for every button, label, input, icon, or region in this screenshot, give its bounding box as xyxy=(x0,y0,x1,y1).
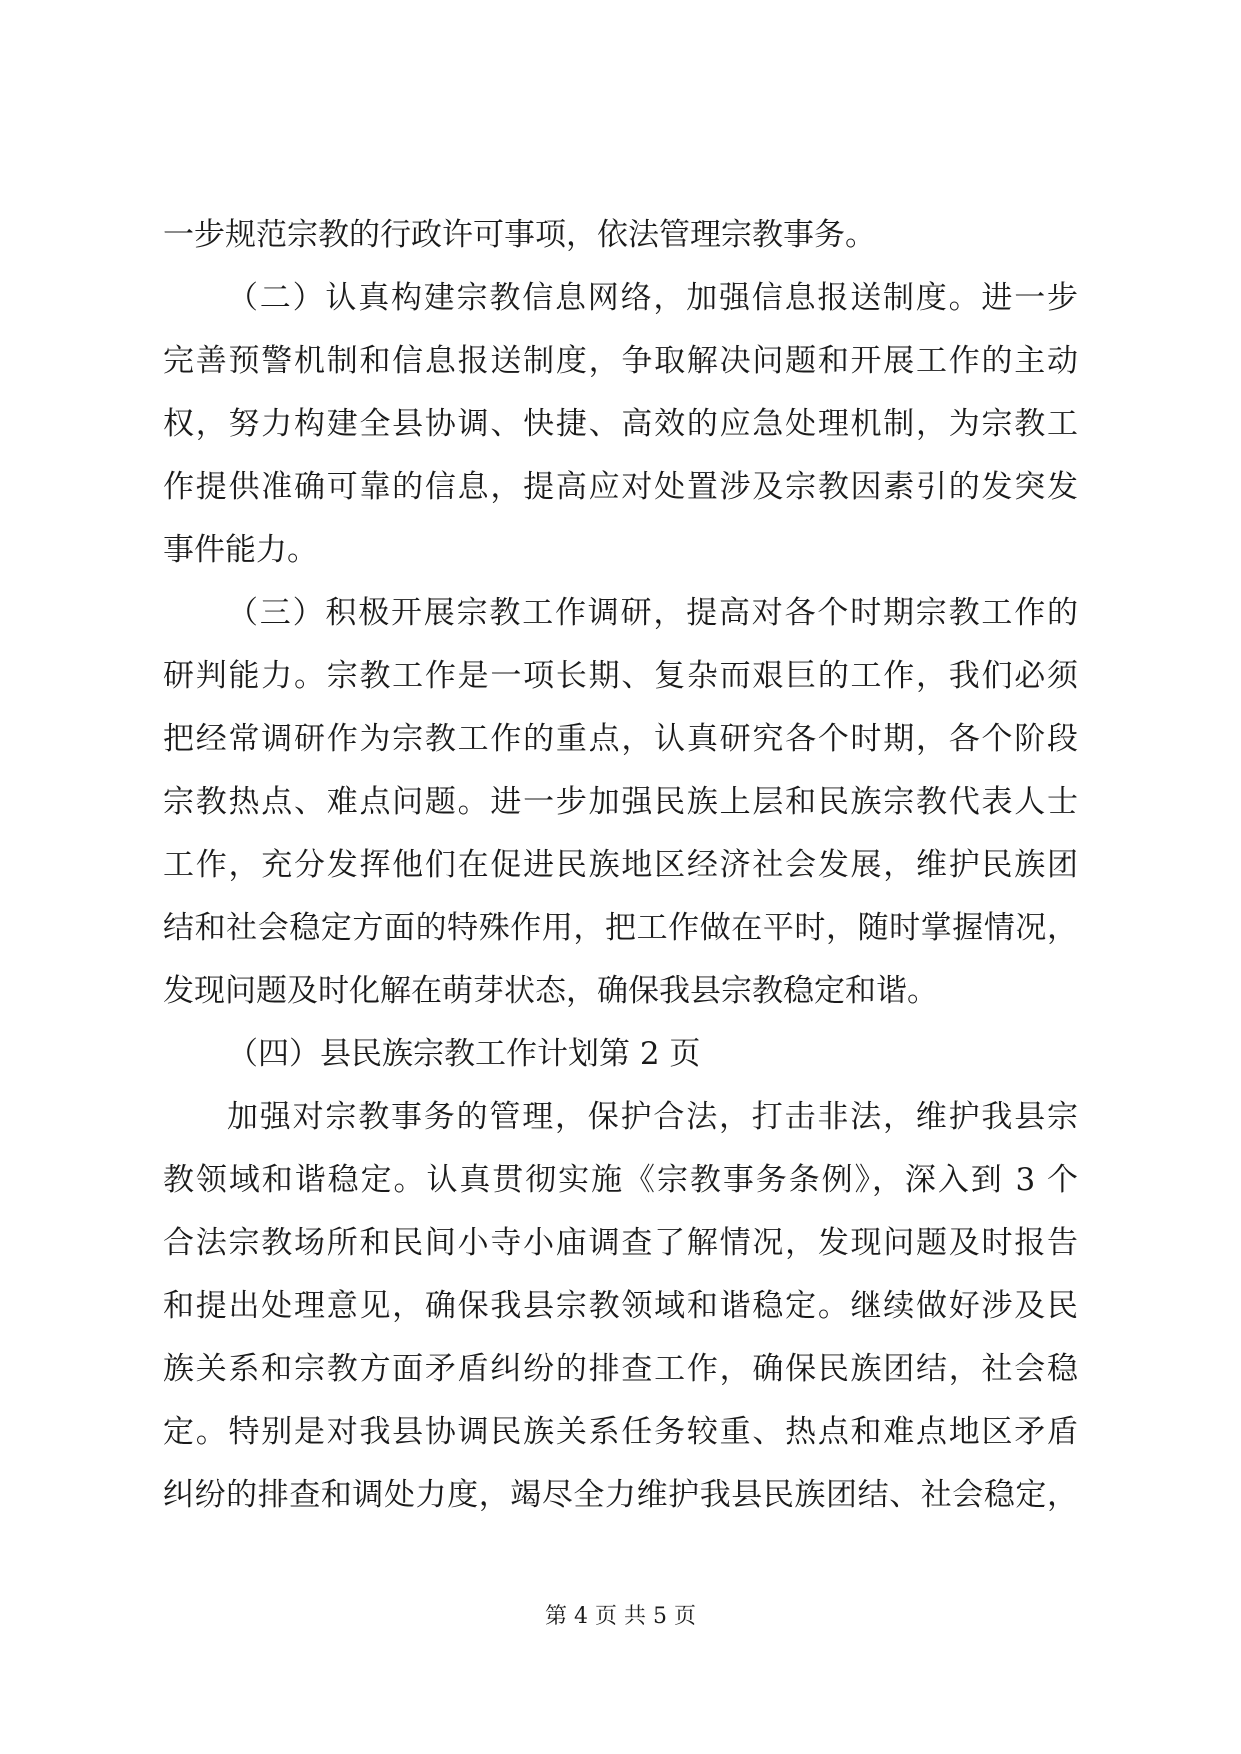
document-body xyxy=(163,204,1078,1527)
text-line: 族关系和宗教方面矛盾纠纷的排查工作，确保民族团结，社会稳 xyxy=(163,1351,1078,1387)
text-line: 把经常调研作为宗教工作的重点，认真研究各个时期，各个阶段 xyxy=(163,721,1078,757)
text-line: 工作，充分发挥他们在促进民族地区经济社会发展，维护民族团 xyxy=(163,847,1078,883)
text-line: （三）积极开展宗教工作调研，提高对各个时期宗教工作的 xyxy=(227,595,1078,631)
text-line: 加强对宗教事务的管理，保护合法，打击非法，维护我县宗 xyxy=(227,1099,1078,1135)
text-line: 结和社会稳定方面的特殊作用，把工作做在平时，随时掌握情况， xyxy=(163,910,1078,946)
text-line: 作提供准确可靠的信息，提高应对处置涉及宗教因素引的发突发 xyxy=(163,469,1078,505)
text-line: 定。特别是对我县协调民族关系任务较重、热点和难点地区矛盾 xyxy=(163,1414,1078,1450)
text-line: 发现问题及时化解在萌芽状态，确保我县宗教稳定和谐。 xyxy=(163,973,938,1009)
text-line: 研判能力。宗教工作是一项长期、复杂而艰巨的工作，我们必须 xyxy=(163,658,1078,694)
text-line: （四）县民族宗教工作计划第 2 页 xyxy=(227,1036,701,1072)
page-footer: 第 4 页 共 5 页 xyxy=(545,1604,696,1629)
text-line: 事件能力。 xyxy=(163,532,318,568)
text-line: 权，努力构建全县协调、快捷、高效的应急处理机制，为宗教工 xyxy=(163,406,1078,442)
text-line: 教领域和谐稳定。认真贯彻实施《宗教事务条例》，深入到 3 个 xyxy=(163,1162,1078,1198)
text-line: 完善预警机制和信息报送制度，争取解决问题和开展工作的主动 xyxy=(163,343,1078,379)
text-line: 合法宗教场所和民间小寺小庙调查了解情况，发现问题及时报告 xyxy=(163,1225,1078,1261)
text-line: 纠纷的排查和调处力度，竭尽全力维护我县民族团结、社会稳定， xyxy=(163,1477,1078,1513)
text-line: （二）认真构建宗教信息网络，加强信息报送制度。进一步 xyxy=(227,280,1078,316)
text-line: 和提出处理意见，确保我县宗教领域和谐稳定。继续做好涉及民 xyxy=(163,1288,1078,1324)
text-line: 宗教热点、难点问题。进一步加强民族上层和民族宗教代表人士 xyxy=(163,784,1078,820)
text-line: 一步规范宗教的行政许可事项，依法管理宗教事务。 xyxy=(163,217,876,253)
